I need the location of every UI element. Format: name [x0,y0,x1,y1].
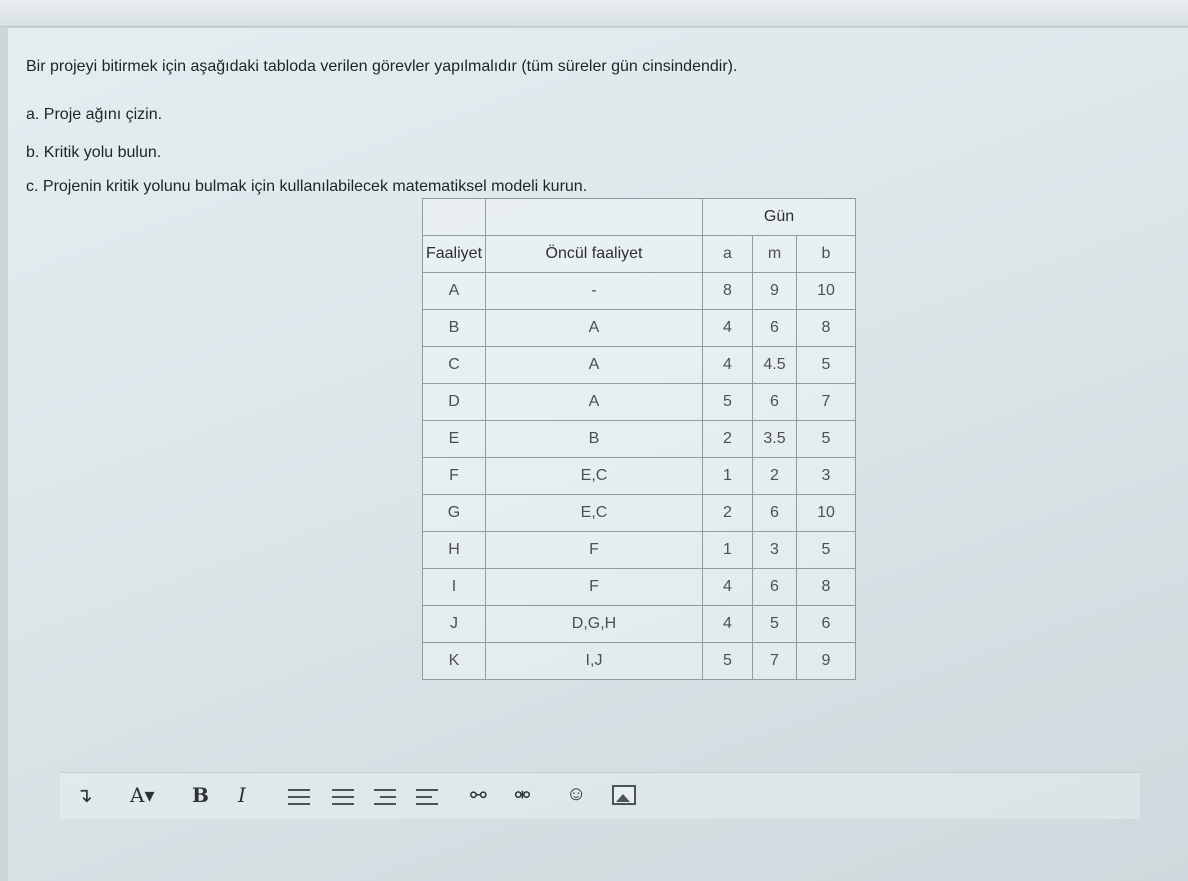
m-cell: 2 [753,458,797,495]
activity-cell: F [423,458,486,495]
b-cell: 9 [797,643,856,680]
a-cell: 2 [703,495,753,532]
b-cell: 8 [797,310,856,347]
header-predecessor: Öncül faaliyet [486,236,703,273]
activity-cell: G [423,495,486,532]
m-cell: 6 [753,384,797,421]
a-cell: 5 [703,643,753,680]
header-empty-cell [423,199,486,236]
top-strip [0,0,1188,27]
table-row [423,347,856,384]
question-panel [8,28,1188,881]
table-row [423,495,856,532]
a-cell: 1 [703,458,753,495]
numbered-list-icon[interactable] [332,789,354,807]
emoji-icon[interactable]: ☺ [566,783,587,805]
b-cell: 5 [797,347,856,384]
predecessor-cell: D,G,H [486,606,703,643]
activity-cell: C [423,347,486,384]
m-cell: 6 [753,569,797,606]
table-header-row-top [423,199,856,236]
m-cell: 6 [753,495,797,532]
editor-toolbar [60,772,1140,819]
predecessor-cell: I,J [486,643,703,680]
activity-cell: A [423,273,486,310]
question-part-a: a. Proje ağını çizin. [26,106,163,123]
m-cell: 4.5 [753,347,797,384]
header-activity: Faaliyet [423,236,486,273]
b-cell: 8 [797,569,856,606]
a-cell: 8 [703,273,753,310]
a-cell: 5 [703,384,753,421]
bullet-list-icon[interactable] [288,789,310,807]
b-cell: 10 [797,273,856,310]
b-cell: 3 [797,458,856,495]
b-cell: 6 [797,606,856,643]
question-part-b: b. Kritik yolu bulun. [26,144,162,161]
table-row [423,532,856,569]
indent-icon[interactable] [416,789,438,807]
m-cell: 6 [753,310,797,347]
unlink-icon[interactable]: ⚮ [514,785,531,807]
a-cell: 4 [703,347,753,384]
table-row [423,384,856,421]
header-m: m [753,236,797,273]
header-b: b [797,236,856,273]
predecessor-cell: F [486,532,703,569]
predecessor-cell: - [486,273,703,310]
image-icon[interactable] [612,785,636,805]
table-row [423,310,856,347]
question-part-c: c. Projenin kritik yolunu bulmak için kullanılabilecek matematiksel modeli kurun. [26,178,588,195]
italic-icon[interactable]: I [238,783,246,807]
b-cell: 10 [797,495,856,532]
outdent-icon[interactable] [374,789,396,807]
predecessor-cell: B [486,421,703,458]
paragraph-icon[interactable]: ↴ [76,785,93,807]
table-header-row [423,236,856,273]
a-cell: 4 [703,606,753,643]
m-cell: 5 [753,606,797,643]
a-cell: 4 [703,310,753,347]
table-row [423,273,856,310]
a-cell: 1 [703,532,753,569]
header-gun: Gün [703,199,856,236]
activity-cell: E [423,421,486,458]
predecessor-cell: A [486,347,703,384]
predecessor-cell: E,C [486,495,703,532]
b-cell: 7 [797,384,856,421]
table-row [423,606,856,643]
m-cell: 9 [753,273,797,310]
table-row [423,643,856,680]
question-intro: Bir projeyi bitirmek için aşağıdaki tabloda verilen görevler yapılmalıdır (tüm süreler gün cinsindendir). [26,58,738,75]
activity-cell: B [423,310,486,347]
link-icon[interactable]: ⚯ [470,785,487,807]
header-a: a [703,236,753,273]
table-row [423,421,856,458]
activity-cell: D [423,384,486,421]
predecessor-cell: A [486,384,703,421]
predecessor-cell: E,C [486,458,703,495]
b-cell: 5 [797,421,856,458]
font-size-icon[interactable]: A▾ [130,783,155,807]
m-cell: 3 [753,532,797,569]
m-cell: 7 [753,643,797,680]
m-cell: 3.5 [753,421,797,458]
b-cell: 5 [797,532,856,569]
activity-cell: K [423,643,486,680]
predecessor-cell: A [486,310,703,347]
a-cell: 4 [703,569,753,606]
table-row [423,458,856,495]
activity-cell: H [423,532,486,569]
activity-table [422,198,856,680]
predecessor-cell: F [486,569,703,606]
header-empty-cell [486,199,703,236]
activity-cell: J [423,606,486,643]
table-row [423,569,856,606]
activity-cell: I [423,569,486,606]
a-cell: 2 [703,421,753,458]
bold-icon[interactable]: B [192,783,209,807]
